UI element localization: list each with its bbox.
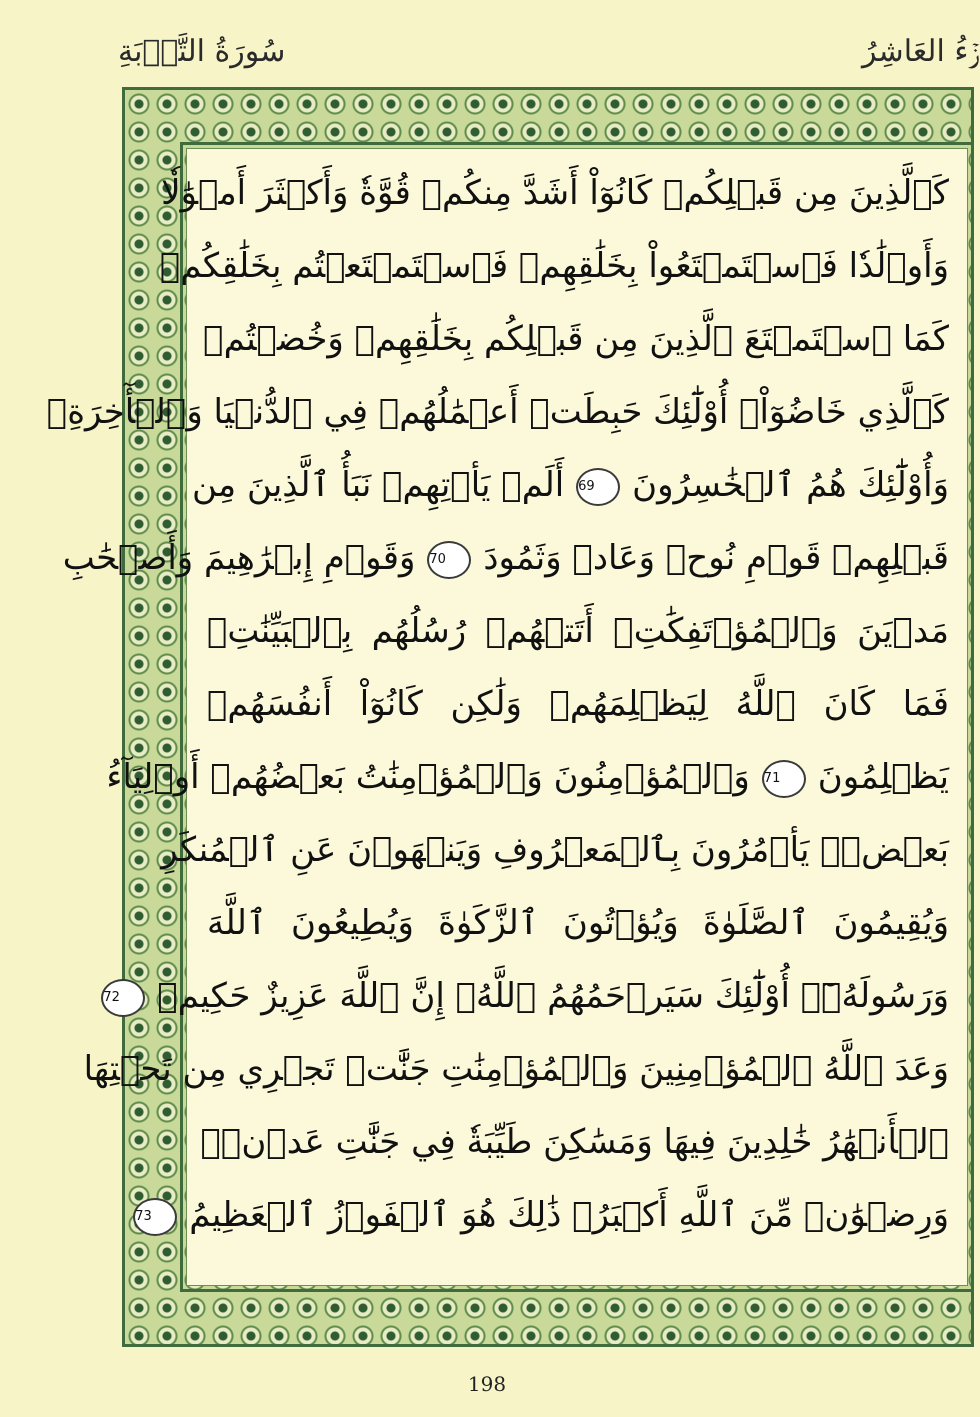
ayah-marker: 73 — [133, 1198, 177, 1236]
text-line-12: وَرَسُولَهُۥٓۚ أُوْلَٰٓئِكَ سَيَرۡحَمُهُمُ ٱللَّهُۗ إِنَّ ٱللَّهَ عَزِيزٌ حَكِيمٞ72 — [103, 976, 949, 1016]
text-line-9: يَظۡلِمُونَ71وَٱلۡمُؤۡمِنُونَ وَٱلۡمُؤۡمِنَٰتُ بَعۡضُهُمۡ أَوۡلِيَآءُ — [106, 757, 949, 797]
text-line-8: فَمَا كَانَ ٱللَّهُ لِيَظۡلِمَهُمۡ وَلَٰكِن كَانُوٓاْ أَنفُسَهُمۡ — [207, 684, 949, 724]
ayah-marker: 72 — [101, 979, 145, 1017]
text-line-2: وَأَوۡلَٰدٗا فَٱسۡتَمۡتَعُواْ بِخَلَٰقِهِمۡ فَٱسۡتَمۡتَعۡتُم بِخَلَٰقِكُمۡ — [159, 246, 949, 286]
text-line-3: كَمَا ٱسۡتَمۡتَعَ ٱلَّذِينَ مِن قَبۡلِكُم بِخَلَٰقِهِمۡ وَخُضۡتُمۡ — [203, 319, 949, 359]
text-line-15: وَرِضۡوَٰنٞ مِّنَ ٱللَّهِ أَكۡبَرُۚ ذَٰلِكَ هُوَ ٱلۡفَوۡزُ ٱلۡعَظِيمُ73 — [135, 1195, 949, 1235]
text-line-7: مَدۡيَنَ وَٱلۡمُؤۡتَفِكَٰتِۚ أَتَتۡهُمۡ رُسُلُهُم بِٱلۡبَيِّنَٰتِۖ — [207, 611, 949, 651]
text-line-11: وَيُقِيمُونَ ٱلصَّلَوٰةَ وَيُؤۡتُونَ ٱلزَّكَوٰةَ وَيُطِيعُونَ ٱللَّهَ — [207, 903, 949, 943]
page-number: 198 — [467, 1372, 507, 1396]
text-line-4: كَٱلَّذِي خَاضُوٓاْۚ أُوْلَٰٓئِكَ حَبِطَتۡ أَعۡمَٰلُهُمۡ فِي ٱلدُّنۡيَا وَٱلۡأٓخِرَةِۖ — [46, 392, 949, 432]
text-line-14: ٱلۡأَنۡهَٰرُ خَٰلِدِينَ فِيهَا وَمَسَٰكِنَ طَيِّبَةٗ فِي جَنَّٰتِ عَدۡنٖۚ — [200, 1122, 949, 1162]
text-line-13: وَعَدَ ٱللَّهُ ٱلۡمُؤۡمِنِينَ وَٱلۡمُؤۡمِنَٰتِ جَنَّٰتٖ تَجۡرِي مِن تَحۡتِهَا — [83, 1049, 949, 1089]
surah-title: سُورَةُ التَّوۡبَةِ — [118, 34, 286, 69]
quran-text-panel — [46, 148, 968, 1286]
text-line-6: قَبۡلِهِمۡ قَوۡمِ نُوحٖ وَعَادٖ وَثَمُودَ70وَقَوۡمِ إِبۡرَٰهِيمَ وَأَصۡحَٰبِ — [62, 538, 949, 578]
page-header — [0, 28, 980, 84]
ayah-marker: 70 — [427, 541, 471, 579]
ayah-marker: 71 — [762, 760, 806, 798]
text-line-10: بَعۡضٖۚ يَأۡمُرُونَ بِٱلۡمَعۡرُوفِ وَيَنۡهَوۡنَ عَنِ ٱلۡمُنكَرِ — [161, 830, 949, 870]
text-line-1: كَٱلَّذِينَ مِن قَبۡلِكُمۡ كَانُوٓاْ أَشَدَّ مِنكُمۡ قُوَّةٗ وَأَكۡثَرَ أَمۡوَٰلٗا — [161, 173, 949, 213]
ayah-marker: 69 — [576, 468, 620, 506]
text-line-5: وَأُوْلَٰٓئِكَ هُمُ ٱلۡخَٰسِرُونَ69أَلَمۡ يَأۡتِهِمۡ نَبَأُ ٱلَّذِينَ مِن — [192, 465, 949, 505]
juz-title: ۚزۡءُ العَاشِرُ — [862, 34, 980, 69]
